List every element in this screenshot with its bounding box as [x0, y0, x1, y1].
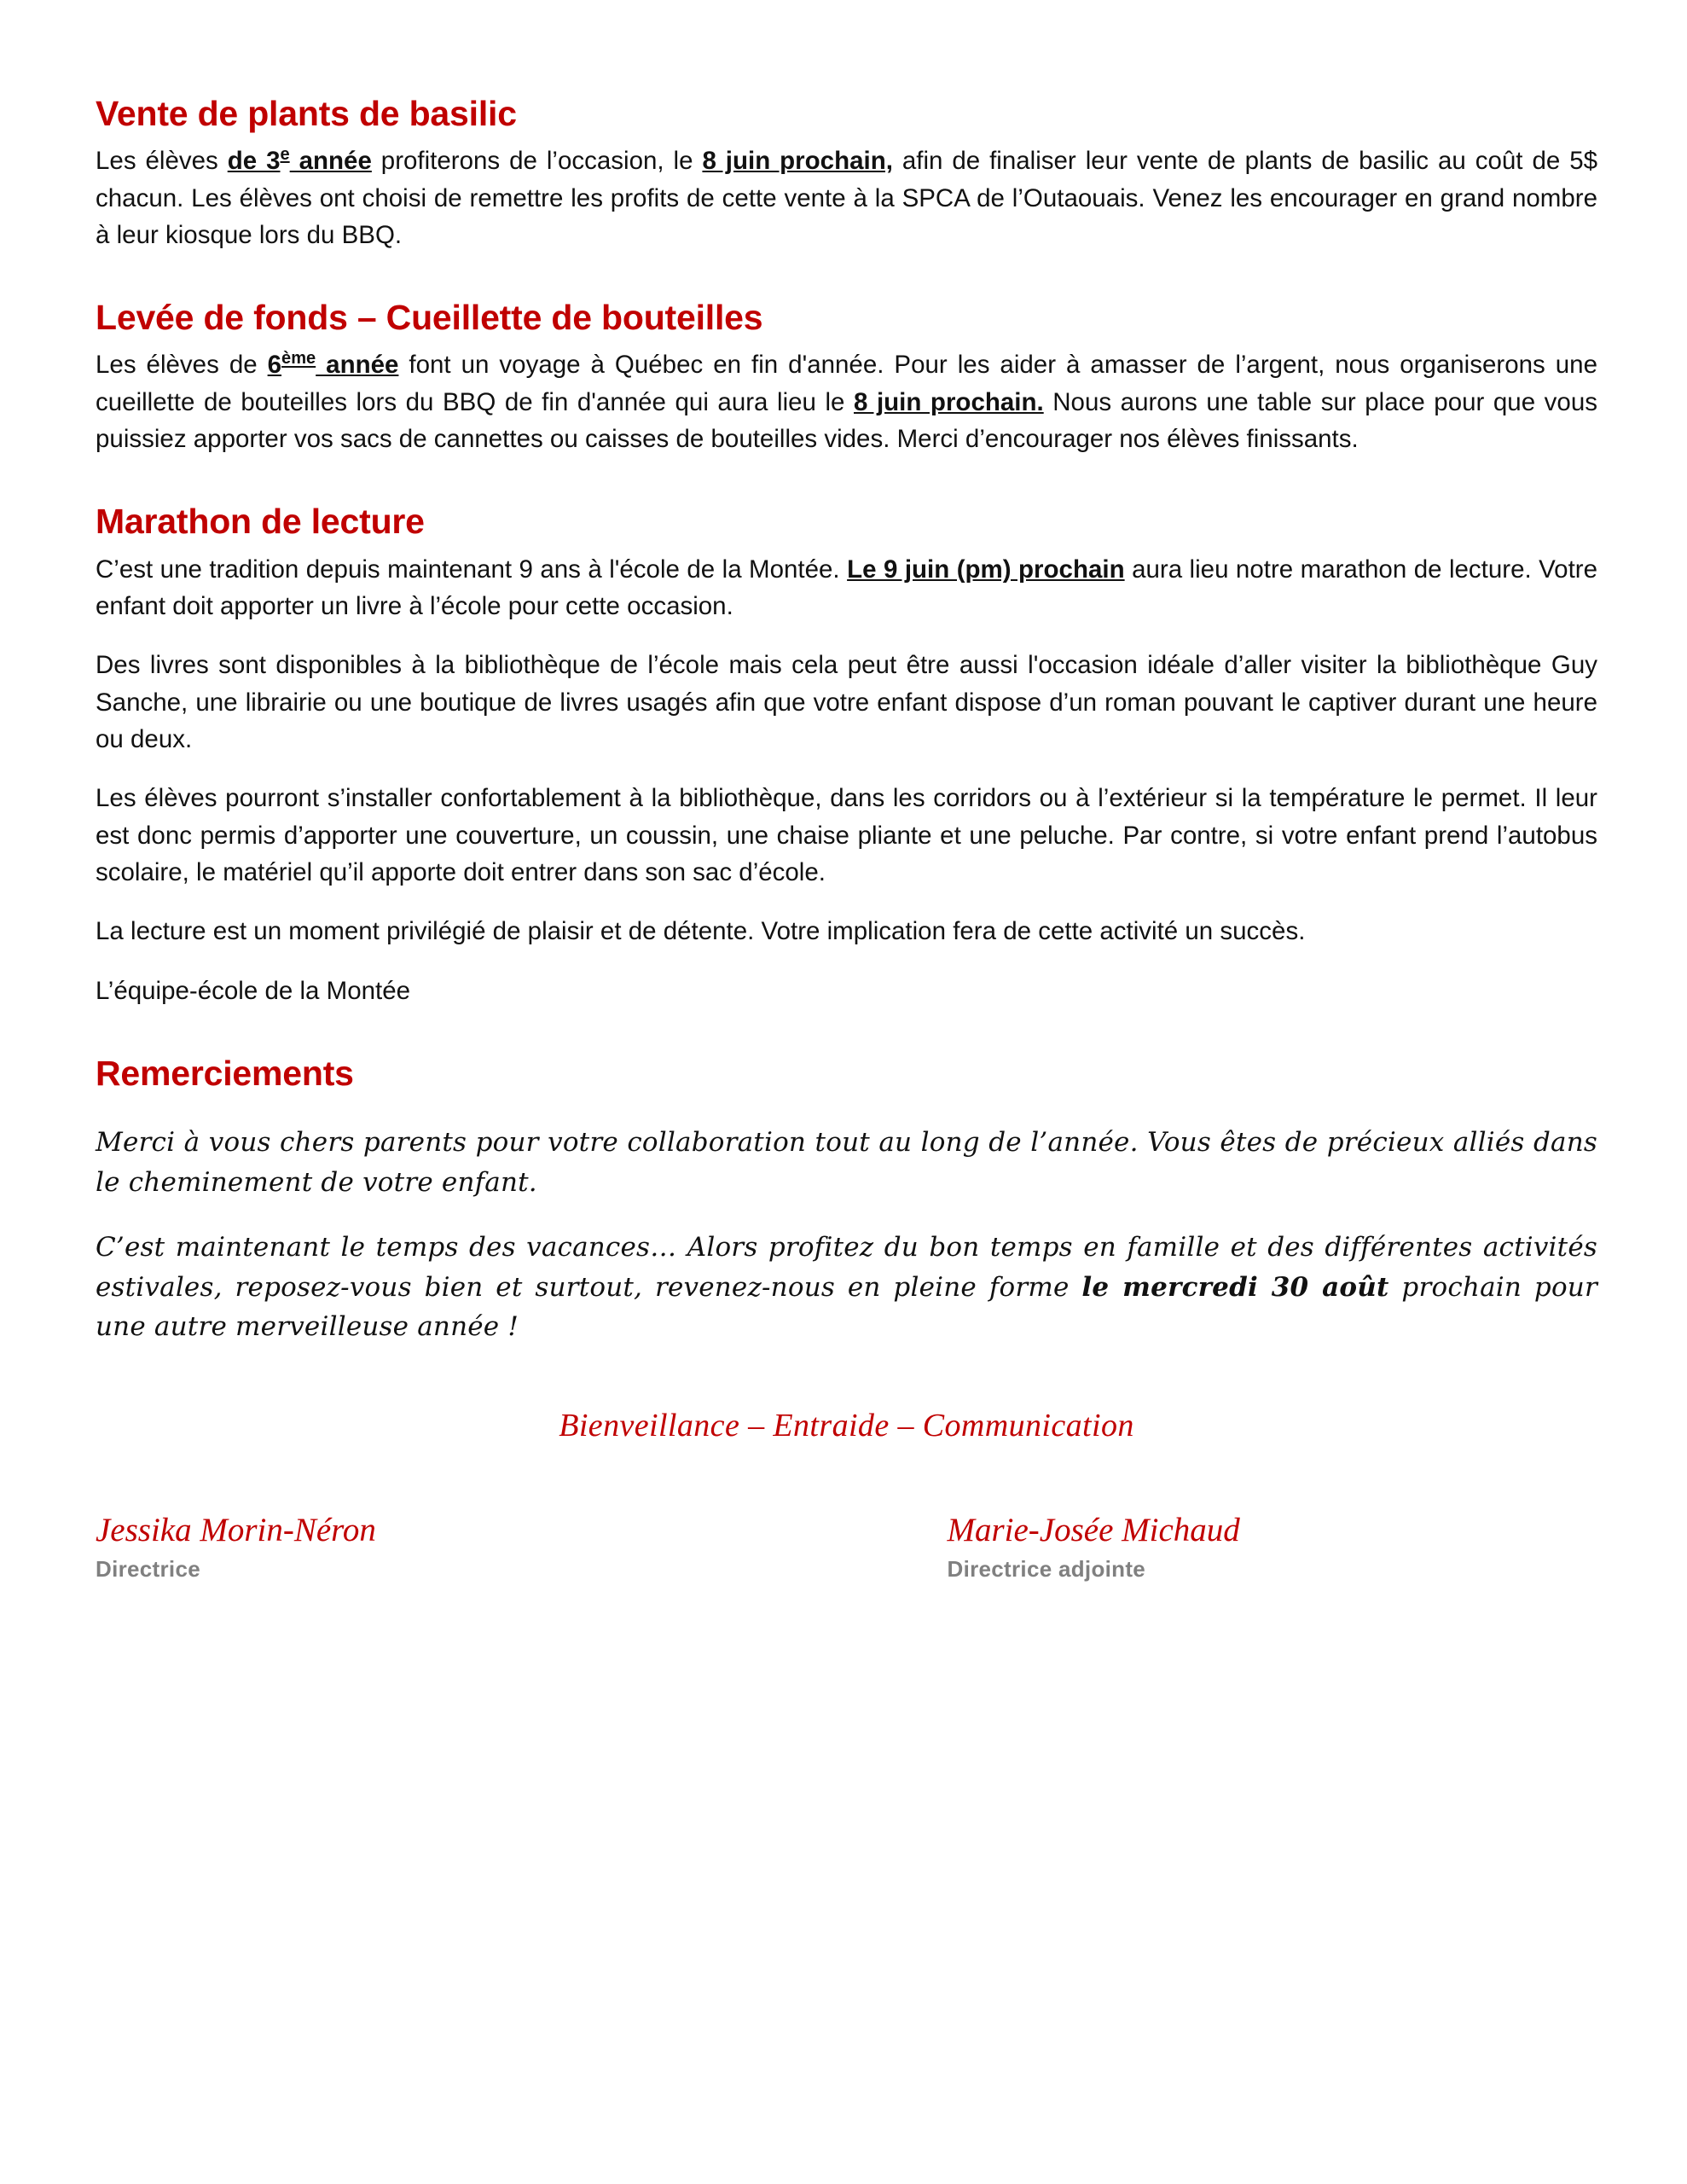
- text-run-emphasis: 8 juin prochain,: [702, 147, 893, 176]
- text-run-emphasis: de 3: [227, 147, 281, 176]
- section-title-marathon: Marathon de lecture: [96, 502, 425, 542]
- paragraph-marathon-4: La lecture est un moment privilégié de plaisir et de détente. Votre implication fera de cette activité un succès.: [96, 917, 1306, 946]
- text-run: font un voyage à Québec en fin d'année. Pour les aider à amasser de l’argent, nous organiserons une cueillette de bouteilles lors du BBQ de fin d'année qui aura lieu le: [96, 351, 1597, 416]
- text-run: aura lieu notre marathon de lecture. Votre enfant doit apporter un livre à l’école pour cette occasion.: [96, 555, 1598, 620]
- paragraph-basilic: [96, 142, 1597, 253]
- paragraph-marathon-3: Les élèves pourront s’installer confortablement à la bibliothèque, dans les corridors ou à l’extérieur si la température le permet. Il leur est donc permis d’apporter une couverture, un coussin, une chaise pliante et une peluche. Par contre, si votre enfant prend l’autobus scolaire, le matériel qu’il apporte doit entrer dans son sac d’école.: [96, 784, 1597, 887]
- paragraph-signature-equipe: L’équipe-école de la Montée: [96, 976, 411, 1005]
- text-run-superscript: e: [280, 145, 290, 165]
- text-run-superscript: ème: [281, 349, 316, 369]
- text-run: C’est maintenant le temps des vacances… Alors profitez du bon temps en famille et des différentes activités estivales, reposez-vous bien et surtout, revenez-nous en pleine forme: [96, 1232, 1597, 1303]
- signature-role: Directrice adjointe: [947, 1555, 1146, 1582]
- paragraph-marathon-2: Des livres sont disponibles à la bibliothèque de l’école mais cela peut être aussi l'occasion idéale d’aller visiter la bibliothèque Guy Sanche, une librairie ou une boutique de livres usagés afin que votre enfant dispose d’un roman pouvant le captiver durant une heure ou deux.: [96, 651, 1597, 754]
- text-run-emphasis: 6: [267, 351, 282, 380]
- school-motto: Bienveillance – Entraide – Communication: [559, 1407, 1134, 1443]
- paragraph-bouteilles: [96, 346, 1597, 457]
- signature-name: Jessika Morin-Néron: [96, 1511, 376, 1548]
- section-title-remerciements: Remerciements: [96, 1054, 354, 1094]
- paragraph-remerciements-2: [96, 1228, 1597, 1347]
- section-marathon: [96, 502, 1597, 1009]
- section-basilic: [96, 94, 1597, 253]
- text-run: Les élèves de: [96, 351, 268, 380]
- signature-name: Marie-Josée Michaud: [947, 1511, 1240, 1548]
- signature-directrice: [96, 1513, 847, 1583]
- section-bouteilles: [96, 298, 1597, 457]
- text-run: C’est une tradition depuis maintenant 9 ans à l'école de la Montée.: [96, 555, 848, 584]
- text-run: prochain pour une autre merveilleuse année !: [96, 1271, 1597, 1343]
- text-run-emphasis: année: [316, 351, 399, 380]
- signature-directrice-adjointe: [847, 1513, 1598, 1583]
- section-title-bouteilles: Levée de fonds – Cueillette de bouteilles: [96, 298, 763, 338]
- text-run: Nous aurons une table sur place pour que vous puissiez apporter vos sacs de cannettes ou caisses de bouteilles vides. Merci d’encourager nos élèves finissants.: [96, 387, 1597, 454]
- paragraph-marathon-1: [96, 551, 1597, 625]
- text-run: Les élèves: [96, 147, 228, 176]
- text-run-emphasis: le mercredi 30 août: [1081, 1271, 1389, 1303]
- text-run-emphasis: Le 9 juin (pm) prochain: [847, 555, 1125, 584]
- text-run: profiterons de l’occasion, le: [371, 147, 703, 176]
- text-run-emphasis: 8 juin prochain.: [854, 387, 1044, 416]
- section-remerciements: [96, 1054, 1597, 1347]
- text-run: afin de finaliser leur vente de plants de basilic au coût de 5$ chacun. Les élèves ont choisi de remettre les profits de cette vente à la SPCA de l’Outaouais. Venez les encourager en grand nombre à leur kiosque lors du BBQ.: [96, 147, 1598, 249]
- paragraph-remerciements-1: Merci à vous chers parents pour votre collaboration tout au long de l’année. Vous êtes de précieux alliés dans le cheminement de votre enfant.: [96, 1127, 1597, 1198]
- section-title-basilic: Vente de plants de basilic: [96, 94, 517, 133]
- text-run-emphasis: année: [289, 147, 372, 176]
- signature-block: [96, 1513, 1597, 1583]
- signature-role: Directrice: [96, 1555, 200, 1582]
